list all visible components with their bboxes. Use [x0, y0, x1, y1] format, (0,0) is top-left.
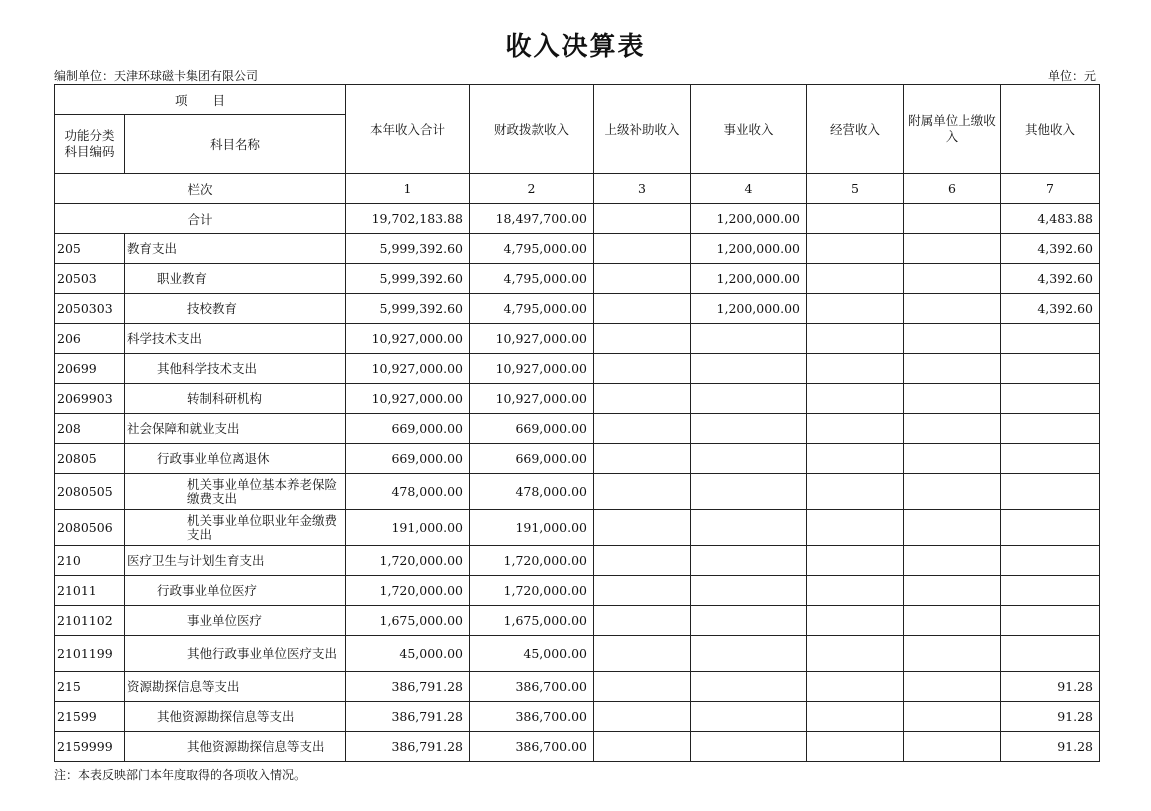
row-value — [904, 576, 1001, 606]
income-table — [54, 84, 1100, 762]
row-name: 社会保障和就业支出 — [125, 414, 346, 444]
row-value — [904, 546, 1001, 576]
row-value — [594, 264, 691, 294]
row-value: 4,795,000.00 — [470, 294, 594, 324]
row-value — [904, 702, 1001, 732]
row-code: 205 — [55, 234, 125, 264]
row-value — [1001, 324, 1100, 354]
row-value — [904, 636, 1001, 672]
row-name: 职业教育 — [125, 264, 346, 294]
total-cell: 4,483.88 — [1001, 204, 1100, 234]
row-value: 478,000.00 — [346, 474, 470, 510]
row-name: 其他资源勘探信息等支出 — [125, 732, 346, 762]
header-operating-income: 经营收入 — [807, 85, 904, 174]
seq-number: 6 — [904, 174, 1001, 204]
row-value: 4,392.60 — [1001, 234, 1100, 264]
row-value — [691, 414, 807, 444]
seq-number: 7 — [1001, 174, 1100, 204]
footnote: 注：本表反映部门本年度取得的各项收入情况。 — [54, 768, 307, 782]
row-value — [904, 354, 1001, 384]
seq-number: 5 — [807, 174, 904, 204]
row-value — [1001, 474, 1100, 510]
row-code: 2069903 — [55, 384, 125, 414]
header-fiscal-income: 财政拨款收入 — [470, 85, 594, 174]
row-value — [807, 636, 904, 672]
row-value: 1,200,000.00 — [691, 264, 807, 294]
row-value: 91.28 — [1001, 702, 1100, 732]
table-row — [55, 732, 1100, 762]
header-code: 功能分类科目编码 — [55, 115, 125, 174]
row-value: 669,000.00 — [470, 414, 594, 444]
row-value: 4,392.60 — [1001, 264, 1100, 294]
row-value — [1001, 354, 1100, 384]
row-code: 208 — [55, 414, 125, 444]
row-value — [904, 606, 1001, 636]
row-value: 478,000.00 — [470, 474, 594, 510]
row-value: 5,999,392.60 — [346, 294, 470, 324]
total-label: 合计 — [55, 204, 346, 234]
row-value — [1001, 636, 1100, 672]
header-other-income: 其他收入 — [1001, 85, 1100, 174]
row-value: 91.28 — [1001, 732, 1100, 762]
row-value — [594, 546, 691, 576]
table-row — [55, 234, 1100, 264]
row-value — [904, 672, 1001, 702]
row-value: 10,927,000.00 — [470, 354, 594, 384]
row-value: 10,927,000.00 — [346, 384, 470, 414]
table-row — [55, 636, 1100, 672]
header-name: 科目名称 — [125, 115, 346, 174]
total-cell: 18,497,700.00 — [470, 204, 594, 234]
row-code: 21599 — [55, 702, 125, 732]
seq-number: 2 — [470, 174, 594, 204]
row-value — [904, 414, 1001, 444]
header-item: 项 目 — [55, 85, 346, 115]
row-value — [904, 444, 1001, 474]
seq-number: 3 — [594, 174, 691, 204]
row-code: 20699 — [55, 354, 125, 384]
header-superior-subsidy: 上级补助收入 — [594, 85, 691, 174]
row-value: 1,200,000.00 — [691, 294, 807, 324]
row-value — [594, 294, 691, 324]
row-value — [691, 354, 807, 384]
row-value — [691, 474, 807, 510]
row-code: 215 — [55, 672, 125, 702]
row-value: 45,000.00 — [470, 636, 594, 672]
row-value — [691, 384, 807, 414]
row-value — [691, 510, 807, 546]
row-value: 386,791.28 — [346, 702, 470, 732]
row-value — [904, 474, 1001, 510]
row-value: 4,795,000.00 — [470, 234, 594, 264]
row-value: 1,720,000.00 — [470, 576, 594, 606]
row-code: 20503 — [55, 264, 125, 294]
total-cell — [594, 204, 691, 234]
row-value: 669,000.00 — [346, 414, 470, 444]
header-total-income: 本年收入合计 — [346, 85, 470, 174]
row-value: 45,000.00 — [346, 636, 470, 672]
row-value — [1001, 444, 1100, 474]
row-value: 10,927,000.00 — [470, 324, 594, 354]
row-value — [807, 234, 904, 264]
row-value — [807, 264, 904, 294]
row-value — [807, 414, 904, 444]
table-row — [55, 414, 1100, 444]
row-value — [594, 672, 691, 702]
row-code: 2080506 — [55, 510, 125, 546]
row-name: 教育支出 — [125, 234, 346, 264]
row-value: 386,791.28 — [346, 672, 470, 702]
row-value: 10,927,000.00 — [470, 384, 594, 414]
header-business-income: 事业收入 — [691, 85, 807, 174]
row-value — [904, 264, 1001, 294]
table-row — [55, 294, 1100, 324]
table-row — [55, 606, 1100, 636]
row-value: 4,795,000.00 — [470, 264, 594, 294]
row-value: 386,791.28 — [346, 732, 470, 762]
row-value — [807, 606, 904, 636]
total-cell: 1,200,000.00 — [691, 204, 807, 234]
row-code: 21011 — [55, 576, 125, 606]
table-row — [55, 384, 1100, 414]
row-value — [594, 444, 691, 474]
row-value — [904, 234, 1001, 264]
row-name: 其他科学技术支出 — [125, 354, 346, 384]
table-row — [55, 702, 1100, 732]
table-row — [55, 354, 1100, 384]
row-value: 10,927,000.00 — [346, 324, 470, 354]
page-title: 收入决算表 — [505, 32, 646, 62]
row-value — [1001, 546, 1100, 576]
header-affiliated-income: 附属单位上缴收入 — [904, 85, 1001, 174]
table-row — [55, 546, 1100, 576]
row-value — [1001, 576, 1100, 606]
row-value — [807, 474, 904, 510]
row-code: 2101102 — [55, 606, 125, 636]
row-value — [691, 732, 807, 762]
row-value — [691, 324, 807, 354]
row-code: 2080505 — [55, 474, 125, 510]
currency-unit: 单位：元 — [1047, 69, 1096, 83]
row-value — [691, 576, 807, 606]
seq-number: 1 — [346, 174, 470, 204]
row-name: 行政事业单位医疗 — [125, 576, 346, 606]
row-value: 1,200,000.00 — [691, 234, 807, 264]
row-code: 210 — [55, 546, 125, 576]
row-value — [904, 732, 1001, 762]
row-value — [594, 324, 691, 354]
row-name: 资源勘探信息等支出 — [125, 672, 346, 702]
row-value: 669,000.00 — [470, 444, 594, 474]
total-cell: 19,702,183.88 — [346, 204, 470, 234]
row-value: 386,700.00 — [470, 702, 594, 732]
row-value — [807, 324, 904, 354]
row-value: 1,675,000.00 — [346, 606, 470, 636]
row-name: 机关事业单位基本养老保险缴费支出 — [125, 474, 346, 510]
row-name: 其他行政事业单位医疗支出 — [125, 636, 346, 672]
table-row — [55, 510, 1100, 546]
row-value: 4,392.60 — [1001, 294, 1100, 324]
row-value: 91.28 — [1001, 672, 1100, 702]
row-name: 行政事业单位离退休 — [125, 444, 346, 474]
row-value — [807, 354, 904, 384]
row-value — [594, 576, 691, 606]
row-value: 386,700.00 — [470, 732, 594, 762]
table-row — [55, 576, 1100, 606]
row-value: 5,999,392.60 — [346, 264, 470, 294]
row-value — [594, 636, 691, 672]
row-name: 科学技术支出 — [125, 324, 346, 354]
row-value — [807, 702, 904, 732]
row-value — [594, 234, 691, 264]
table-row — [55, 474, 1100, 510]
seq-label: 栏次 — [55, 174, 346, 204]
seq-number: 4 — [691, 174, 807, 204]
table-row — [55, 444, 1100, 474]
row-code: 20805 — [55, 444, 125, 474]
row-value: 10,927,000.00 — [346, 354, 470, 384]
row-value — [594, 510, 691, 546]
total-row — [55, 204, 1100, 234]
row-value — [904, 324, 1001, 354]
row-value — [691, 702, 807, 732]
row-value — [904, 510, 1001, 546]
row-value — [594, 384, 691, 414]
row-value — [807, 444, 904, 474]
table-row — [55, 264, 1100, 294]
row-value: 1,720,000.00 — [470, 546, 594, 576]
row-value — [594, 606, 691, 636]
row-name: 事业单位医疗 — [125, 606, 346, 636]
row-name: 转制科研机构 — [125, 384, 346, 414]
row-value — [1001, 606, 1100, 636]
row-code: 206 — [55, 324, 125, 354]
row-value: 386,700.00 — [470, 672, 594, 702]
row-name: 其他资源勘探信息等支出 — [125, 702, 346, 732]
row-value — [807, 576, 904, 606]
row-value: 669,000.00 — [346, 444, 470, 474]
row-value — [594, 732, 691, 762]
row-value — [807, 732, 904, 762]
row-value — [691, 546, 807, 576]
row-value — [807, 546, 904, 576]
row-code: 2159999 — [55, 732, 125, 762]
compiling-unit: 编制单位：天津环球磁卡集团有限公司 — [54, 69, 259, 83]
row-value — [594, 414, 691, 444]
row-name: 技校教育 — [125, 294, 346, 324]
row-value: 1,720,000.00 — [346, 546, 470, 576]
row-value — [1001, 414, 1100, 444]
row-value: 1,675,000.00 — [470, 606, 594, 636]
row-name: 医疗卫生与计划生育支出 — [125, 546, 346, 576]
row-value — [691, 444, 807, 474]
row-code: 2050303 — [55, 294, 125, 324]
row-value — [904, 384, 1001, 414]
row-value: 5,999,392.60 — [346, 234, 470, 264]
row-value — [594, 702, 691, 732]
total-cell — [807, 204, 904, 234]
row-value — [691, 672, 807, 702]
total-cell — [904, 204, 1001, 234]
row-value — [594, 474, 691, 510]
row-value — [904, 294, 1001, 324]
row-value — [807, 384, 904, 414]
row-code: 2101199 — [55, 636, 125, 672]
row-value — [1001, 510, 1100, 546]
row-value: 191,000.00 — [346, 510, 470, 546]
row-value — [691, 636, 807, 672]
row-name: 机关事业单位职业年金缴费支出 — [125, 510, 346, 546]
table-row — [55, 672, 1100, 702]
row-value — [807, 510, 904, 546]
table-row — [55, 324, 1100, 354]
row-value — [594, 354, 691, 384]
row-value — [807, 294, 904, 324]
row-value — [1001, 384, 1100, 414]
row-value: 1,720,000.00 — [346, 576, 470, 606]
row-value: 191,000.00 — [470, 510, 594, 546]
row-value — [807, 672, 904, 702]
row-value — [691, 606, 807, 636]
